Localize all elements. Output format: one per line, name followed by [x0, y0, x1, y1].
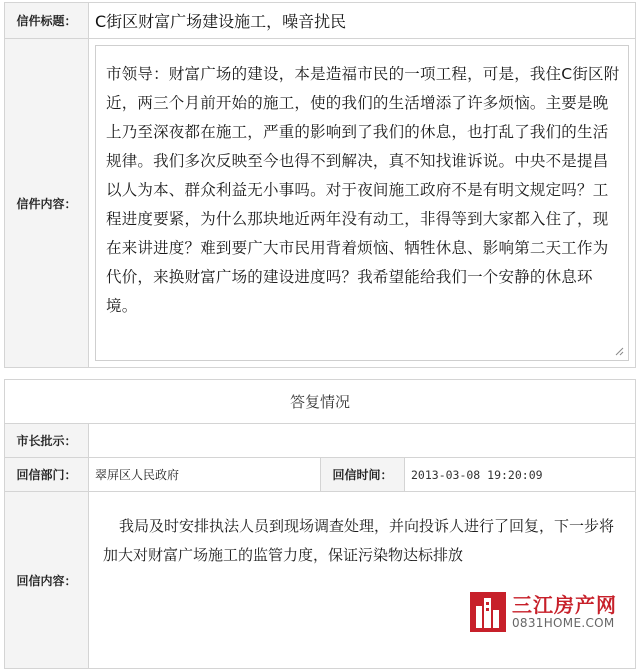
watermark-brand: 三江房产网 [512, 593, 617, 617]
letter-title-row [5, 3, 635, 39]
watermark-url: 0831HOME.COM [512, 616, 615, 630]
reply-content-cell [89, 492, 635, 668]
reply-time-label: 回信时间： [321, 458, 405, 491]
letter-content-label: 信件内容： [5, 39, 89, 367]
letter-content-cell [89, 39, 635, 367]
reply-table [4, 379, 636, 669]
letter-title: C街区财富广场建设施工，噪音扰民 [95, 12, 347, 31]
reply-heading: 答复情况 [5, 380, 635, 424]
reply-content-label: 回信内容： [5, 492, 89, 668]
reply-dept-value: 翠屏区人民政府 [89, 458, 321, 491]
mayor-comment-label: 市长批示： [5, 424, 89, 457]
reply-content-row [5, 492, 635, 668]
mayor-comment-value [89, 424, 635, 457]
letter-title-label: 信件标题： [5, 3, 89, 38]
reply-time-value: 2013-03-08 19:20:09 [411, 467, 543, 482]
reply-content-text: 我局及时安排执法人员到现场调查处理，并向投诉人进行了回复，下一步将加大对财富广场施工的监管力度，保证污染物达标排放 [103, 517, 615, 564]
reply-dept-row [5, 458, 635, 492]
resize-grip-icon[interactable] [614, 346, 624, 356]
letter-table [4, 2, 636, 368]
building-logo-icon [470, 592, 506, 632]
letter-content-row [5, 39, 635, 367]
reply-dept-label: 回信部门： [5, 458, 89, 491]
letter-content-text: 市领导：财富广场的建设，本是造福市民的一项工程，可是，我住C街区附近，两三个月前开始的施工，使的我们的生活增添了许多烦恼。主要是晚上乃至深夜都在施工，严重的影响到了我们的休息，也打乱了我们的生活规律。我们多次反映至今也得不到解决，真不知找谁诉说。中央不是提昌以人为本、群众利益无小事吗。对于夜间施工政府不是有明文规定吗？工程进度要紧，为什么那块地近两年没有动工，非得等到大家都入住了，现在来讲进度？难到要广大市民用背着烦恼、牺牲休息、影响第二天工作为代价，来换财富广场的建设进度吗？我希望能给我们一个安静的休息环境。 [106, 65, 620, 315]
letter-content-textarea[interactable] [95, 45, 629, 361]
reply-dept-cell [89, 458, 635, 491]
mayor-comment-row [5, 424, 635, 458]
site-watermark [470, 592, 617, 632]
